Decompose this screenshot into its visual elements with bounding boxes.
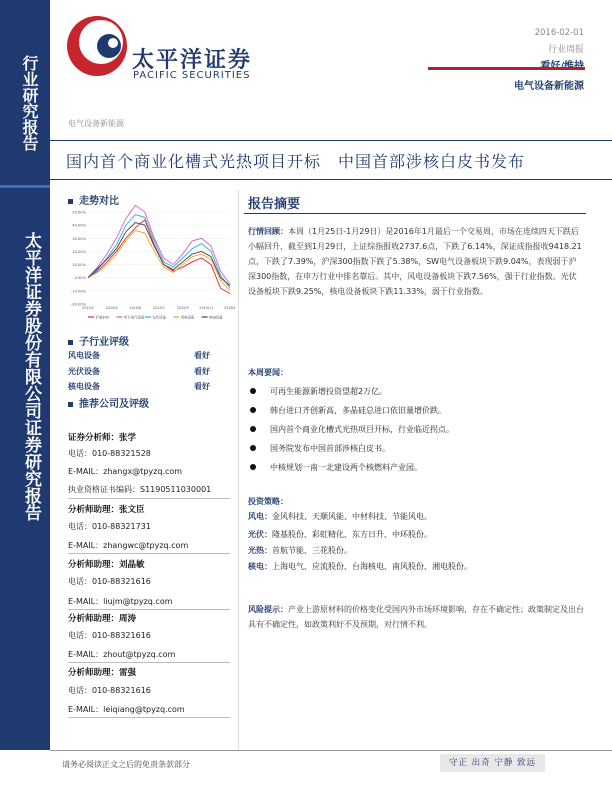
analyst-phone: 电话：010-88321616 xyxy=(68,631,151,640)
legend-label: 风电设备 xyxy=(180,315,195,320)
list-item: 韩台进口齐创新高，多晶硅总进口依旧量增价跌。 xyxy=(248,401,584,420)
legend-label: 沪深300 xyxy=(95,315,109,320)
page-title: 国内首个商业化槽式光热项目开标 中国首部涉核白皮书发布 xyxy=(66,152,526,171)
footer-divider xyxy=(50,750,612,751)
analyst-role-name: 分析师助理：周涛 xyxy=(68,614,137,624)
x-tick-label: 2015/9 xyxy=(176,306,189,310)
y-tick-label: 30.00% xyxy=(72,236,86,241)
analyst-license: 执业资格证书编码：S1190511030001 xyxy=(68,485,212,494)
report-date: 2016-02-01 xyxy=(534,28,584,38)
trend-heading: 走势对比 xyxy=(68,192,119,207)
sub-rating-row: 风电设备 看好 xyxy=(68,351,210,360)
abstract-underline xyxy=(244,213,586,214)
x-tick-label: 2015/7 xyxy=(153,306,165,310)
logo-name-en: PACIFIC SECURITIES xyxy=(133,70,251,81)
sector-name: 电气设备新能源 xyxy=(514,81,584,92)
y-tick-label: -10.00% xyxy=(71,289,86,294)
analyst-email: E-MAIL：leiqiang@tpyzq.com xyxy=(68,705,185,714)
analyst-email: E-MAIL：liujm@tpyzq.com xyxy=(68,597,173,606)
analyst-phone: 电话：010-88321616 xyxy=(68,686,151,695)
x-tick-label: 2016/1 xyxy=(224,306,236,310)
sidebar-bottom-text: 太平洋证券股份有限公司证券研究报告 xyxy=(21,232,41,521)
news-list xyxy=(248,382,584,477)
y-tick-label: 20.00% xyxy=(72,249,86,254)
analyst-email: E-MAIL：zhout@tpyzq.com xyxy=(68,650,176,659)
divider xyxy=(68,662,230,663)
legend-label: 核电设备 xyxy=(209,315,223,320)
risk-warning: 风险提示：产业上游原材料的价格变化受国内外市场环境影响，存在不确定性；政策制定及出台具有不确定性，如政策利好不及预期，对行情不利。 xyxy=(248,605,584,629)
sidebar-top-text: 行业研究报告 xyxy=(20,55,39,151)
list-item: 国务院发布中国首部涉核白皮书。 xyxy=(248,439,584,458)
strategy-row: 光热：首航节能、三花股份。 xyxy=(248,546,352,555)
list-item: 可再生能源新增投资望超2万亿。 xyxy=(248,382,584,401)
y-tick-label: -20.00% xyxy=(71,302,86,307)
sub-rating-row: 核电设备 看好 xyxy=(68,382,210,391)
sub-rating-heading: 子行业评级 xyxy=(68,333,129,348)
analyst-role-name: 分析师助理：雷强 xyxy=(68,668,137,678)
x-tick-label: 2015/4 xyxy=(105,306,118,310)
analyst-email: E-MAIL：zhangwc@tpyzq.com xyxy=(68,541,189,550)
strategy-row: 光伏：隆基股份、彩虹精化、东方日升、中环股份。 xyxy=(248,530,432,539)
x-tick-label: 2015/2 xyxy=(82,306,94,310)
column-divider xyxy=(238,190,239,750)
divider xyxy=(68,553,230,554)
y-tick-label: 0.00% xyxy=(74,276,86,281)
square-bullet-icon xyxy=(68,340,73,345)
report-type: 行业周报 xyxy=(547,45,584,55)
strategy-label: 投资策略： xyxy=(248,497,288,506)
trend-chart xyxy=(66,208,234,326)
series-line xyxy=(88,230,230,290)
news-label: 本周要闻： xyxy=(248,368,288,377)
breadcrumb: 电气设备新能源 xyxy=(68,119,124,128)
list-item: 中核规划一南一北建设两个核燃料产业园。 xyxy=(248,458,584,477)
logo-name-cn: 太平洋证券 xyxy=(132,48,253,73)
disclaimer-note: 请务必阅读正文之后的免责条款部分 xyxy=(62,760,190,769)
recommend-heading: 推荐公司及评级 xyxy=(68,395,149,410)
square-bullet-icon xyxy=(68,199,73,204)
legend-label: 申万电气设备 xyxy=(123,315,145,320)
market-review: 行情回顾：本周（1月25日-1月29日）是2016年1月最后一个交易周，市场在连续四天下跌后小幅回升，截至到1月29日，上证综指报收2737.6点，下跌了6.14%，深证成指报收9418.21点，下跌了7.39%，沪深300指数下跌了5.38%，SW电气设备板块下跌9.04%，表现弱于沪深300指数，在申万行业中排名靠后。其中，风电设备板块下跌7.56%，强于行业指数。光伏设备板块下跌9.25%，核电设备板块下跌11.33%，弱于行业指数。 xyxy=(248,227,582,296)
analyst-phone: 电话：010-88321731 xyxy=(68,522,151,531)
x-tick-label: 2015/6 xyxy=(129,306,142,310)
company-motto: 守正 出奇 宁静 致远 xyxy=(440,754,545,772)
y-tick-label: 50.00% xyxy=(72,210,86,215)
y-tick-label: 40.00% xyxy=(72,223,86,228)
square-bullet-icon xyxy=(68,402,73,407)
strategy-row: 核电：上海电气、应流股份、台海核电、南风股份、湘电股份。 xyxy=(248,562,472,571)
divider xyxy=(68,609,230,610)
analyst-phone: 电话：010-88321616 xyxy=(68,577,151,586)
strategy-row: 风电：金风科技、天顺风能、中材科技、节能风电。 xyxy=(248,512,432,521)
legend-label: 光伏设备 xyxy=(152,315,166,320)
sub-rating-row: 光伏设备 看好 xyxy=(68,367,210,376)
divider xyxy=(68,498,230,499)
analyst-role-name: 分析师助理：刘晶敏 xyxy=(68,560,145,570)
analyst-role-name: 证券分析师：张学 xyxy=(68,433,137,443)
analyst-email: E-MAIL：zhangx@tpyzq.com xyxy=(68,467,183,476)
y-tick-label: 10.00% xyxy=(72,263,86,268)
analyst-phone: 电话：010-88321528 xyxy=(68,449,151,458)
divider xyxy=(68,717,230,718)
abstract-title: 报告摘要 xyxy=(248,197,301,212)
list-item: 国内首个商业化槽式光热项目开标，行业临近拐点。 xyxy=(248,420,584,439)
series-line xyxy=(88,205,230,284)
rating-divider xyxy=(428,67,585,70)
analyst-role-name: 分析师助理：张文臣 xyxy=(68,505,145,515)
title-box xyxy=(50,140,612,180)
x-tick-label: 2015/11 xyxy=(199,306,214,310)
